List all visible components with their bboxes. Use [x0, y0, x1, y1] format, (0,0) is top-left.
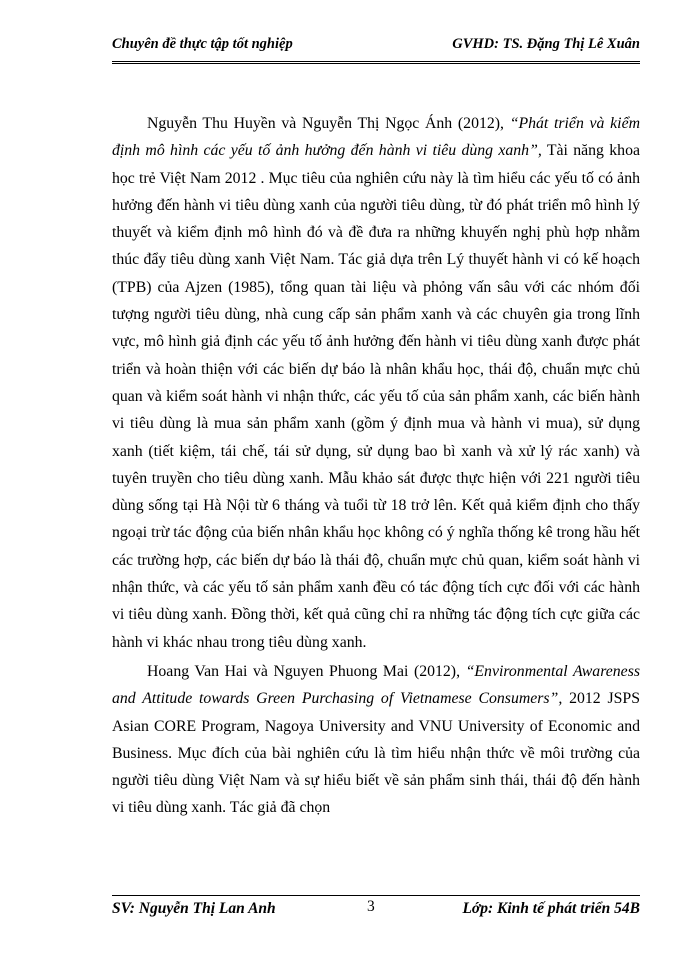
paragraph-1-title: “Phát triển và kiểm định mô hình các yếu tố ảnh hưởng đến hành vi tiêu dùng xanh”, — [112, 115, 640, 160]
page-number: 3 — [367, 898, 375, 915]
footer-rule — [112, 895, 640, 896]
paragraph-1-text: Tài năng khoa học trẻ Việt Nam 2012 . Mục tiêu của nghiên cứu này là tìm hiểu các yếu tố có ảnh hưởng đến hành vi tiêu dùng xanh của người tiêu dùng, từ đó phát triển mô hình lý thuyết và kiểm định mô hình đó và đề đưa ra những khuyến nghị phù hợp nhằm thúc đẩy tiêu dùng xanh Việt Nam. Tác giả dựa trên Lý thuyết hành vi có kế hoạch (TPB) của Ajzen (1985), tổng quan tài liệu và phỏng vấn sâu với các nhóm đối tượng người tiêu dùng, nhà cung cấp sản phẩm xanh và các chuyên gia trong lĩnh vực, mô hình giả định các yếu tố ảnh hưởng đến hành vi tiêu dùng xanh được phát triển và hoàn thiện với các biến dự báo là nhân khẩu học, thái độ, chuẩn mực chủ quan và kiểm soát hành vi nhận thức, các yếu tố của sản phẩm xanh, các biến hành vi tiêu dùng là mua sản phẩm xanh (gồm ý định mua và hành vi mua), sử dụng xanh (tiết kiệm, tái chế, tái sử dụng, sử dụng bao bì xanh và xử lý rác xanh) và tuyên truyền cho tiêu dùng xanh. Mẫu khảo sát được thực hiện với 221 người tiêu dùng sống tại Hà Nội từ 6 tháng và tuổi từ 18 trở lên. Kết quả kiểm định cho thấy ngoại trừ tác động của biến nhân khẩu học không có ý nghĩa thống kê trong hầu hết các trường hợp, các biến dự báo là thái độ, chuẩn mực chủ quan, kiểm soát hành vi nhận thức, và các yếu tố sản phẩm xanh đều có tác động tích cực đối với các hành vi tiêu dùng xanh. Đồng thời, kết quả cũng chỉ ra những tác động tích cực giữa các hành vi khác nhau trong tiêu dùng xanh. — [112, 142, 640, 651]
paragraph-1-authors: Nguyễn Thu Huyền và Nguyễn Thị Ngọc Ánh (2012), — [147, 115, 510, 132]
header-rule — [112, 61, 640, 64]
paragraph-2-authors: Hoang Van Hai và Nguyen Phuong Mai (2012), — [147, 662, 466, 680]
header-left-title: Chuyên đề thực tập tốt nghiệp — [112, 36, 293, 52]
paragraph-2-text: 2012 JSPS Asian CORE Program, Nagoya University and VNU University of Economic and Business. Mục đích của bài nghiên cứu là tìm hiểu nhận thức về môi trường của người tiêu dùng Việt Nam và sự hiểu biết về sản phẩm sinh thái, thái độ đến hành vi tiêu dùng xanh. Tác giả đã chọn — [112, 690, 641, 817]
paragraph-2 — [112, 658, 640, 822]
paragraph-2-title: “Environmental Awareness and Attitude towards Green Purchasing of Vietnamese Consumers”, — [112, 662, 640, 708]
header-supervisor: GVHD: TS. Đặng Thị Lê Xuân — [452, 36, 640, 52]
document-body — [112, 110, 640, 822]
footer-class: Lớp: Kinh tế phát triển 54B — [462, 900, 640, 917]
page-header — [112, 36, 640, 53]
footer-student: SV: Nguyễn Thị Lan Anh — [112, 900, 276, 917]
paragraph-1 — [112, 110, 640, 656]
